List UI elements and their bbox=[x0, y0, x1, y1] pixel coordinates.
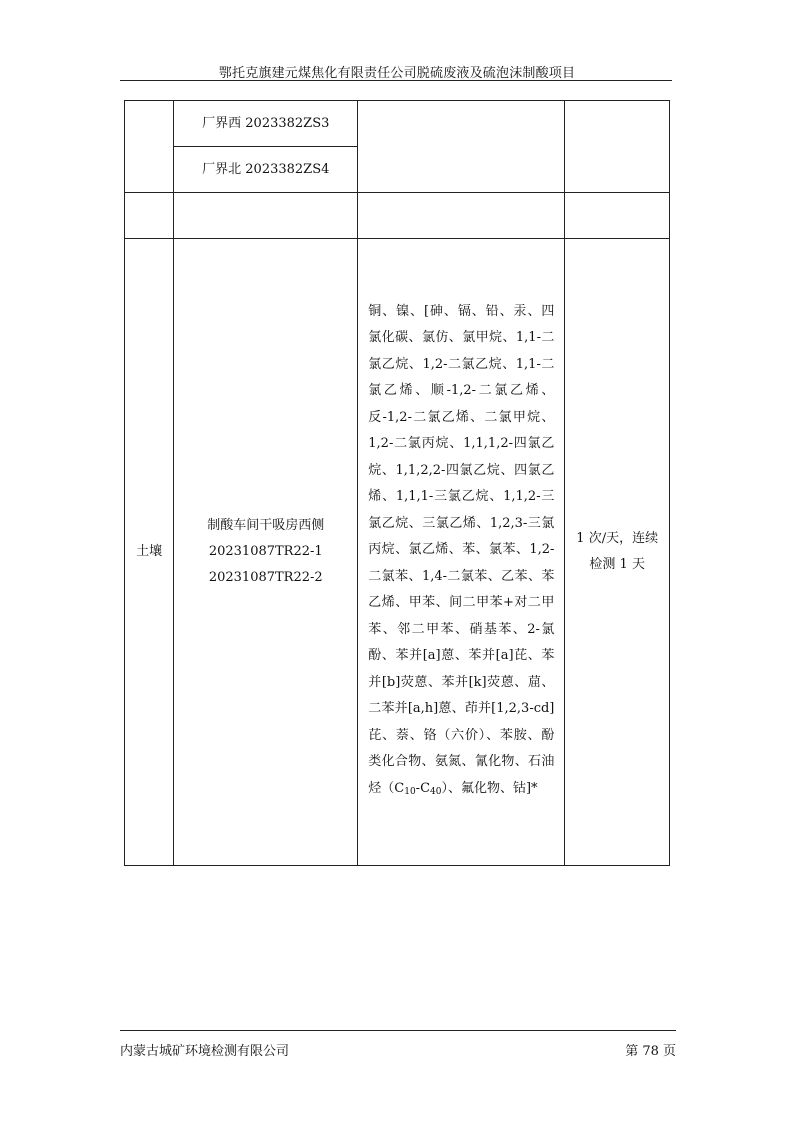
items-cell-empty bbox=[358, 101, 565, 193]
frequency-cell bbox=[565, 239, 670, 866]
monitoring-table bbox=[124, 100, 670, 866]
footer-divider bbox=[120, 1030, 676, 1031]
test-items-text: ）、氟化物、钴]* bbox=[441, 780, 538, 796]
location-cell: 厂界西 2023382ZS3 bbox=[174, 101, 358, 147]
location-cell: 厂界北 2023382ZS4 bbox=[174, 147, 358, 193]
test-items-cell bbox=[358, 239, 565, 866]
sample-id: 20231087TR22-2 bbox=[208, 570, 323, 585]
category-cell-empty bbox=[125, 101, 174, 193]
table-row-soil bbox=[125, 239, 670, 866]
table-row-empty bbox=[125, 193, 670, 239]
subscript: 10 bbox=[404, 786, 416, 797]
soil-location-cell bbox=[174, 239, 358, 866]
page-header-title: 鄂托克旗建元煤焦化有限责任公司脱硫废液及硫泡沫制酸项目 bbox=[218, 66, 576, 81]
table-row bbox=[125, 101, 670, 147]
subscript: 40 bbox=[430, 786, 442, 797]
frequency-cell-empty bbox=[565, 101, 670, 193]
test-items-text: -C bbox=[415, 780, 431, 796]
frequency-text: 1 次/天，连续 bbox=[576, 531, 659, 546]
location-name: 制酸车间干吸房西侧 bbox=[207, 518, 325, 533]
category-cell: 土壤 bbox=[125, 239, 174, 866]
sample-id: 20231087TR22-1 bbox=[208, 544, 323, 559]
test-items-text: 铜、镍、[砷、镉、铅、汞、四氯化碳、氯仿、氯甲烷、1,1-二氯乙烷、1,2-二氯乙烷、1,1-二氯乙烯、顺-1,2-二氯乙烯、反-1,2-二氯乙烯、二氯甲烷、1,2-二氯丙烷、1,1,1,2-四氯乙烷、1,1,2,2-四氯乙烷、四氯乙烯、1,1,1-三氯乙烷、1,1,2-三氯乙烷、三氯乙烯、1,2,3-三氯丙烷、氯乙烯、苯、氯苯、1,2-二氯苯、1,4-二氯苯、乙苯、苯乙烯、甲苯、间二甲苯+对二甲苯、邻二甲苯、硝基苯、2-氯酚、苯并[a]蒽、苯并[a]芘、苯并[b]荧蒽、苯并[k]荧蒽、䓛、二苯并[a,h]蒽、茚并[1,2,3-cd]芘、萘、铬（六价）、苯胺、酚类化合物、氨氮、氰化物、石油烃（C bbox=[368, 303, 555, 796]
footer-company: 内蒙古城矿环境检测有限公司 bbox=[120, 1044, 290, 1059]
header-divider bbox=[120, 80, 672, 81]
footer-page-number: 第 78 页 bbox=[625, 1044, 676, 1059]
frequency-text: 检测 1 天 bbox=[589, 557, 645, 572]
